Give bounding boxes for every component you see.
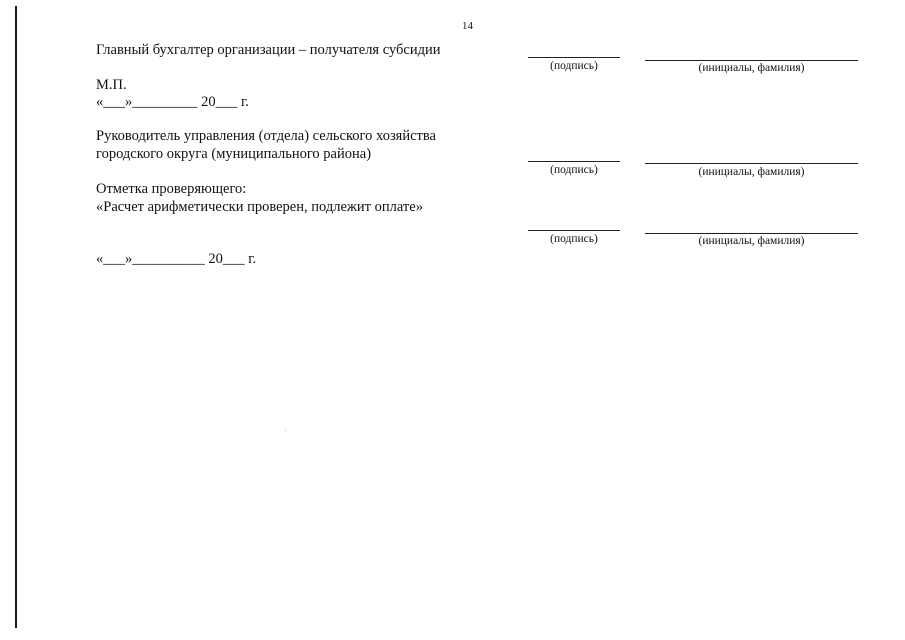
inspector-mark-text: «Расчет арифметически проверен, подлежит оплате»: [96, 199, 423, 215]
agri-head-title-line1: Руководитель управления (отдела) сельского хозяйства: [96, 128, 436, 144]
inspector-mark-label: Отметка проверяющего:: [96, 181, 247, 197]
signature-line-1: [528, 57, 620, 58]
page-number: 14: [462, 20, 473, 32]
stamp-label: М.П.: [96, 77, 127, 93]
agri-head-title-line2: городского округа (муниципального района): [96, 146, 372, 162]
signature-line-2: [528, 161, 620, 162]
left-margin-line: [15, 6, 17, 628]
initials-line-2: [645, 163, 858, 164]
signature-line-3: [528, 230, 620, 231]
initials-caption-2: (инициалы, фамилия): [698, 166, 805, 178]
initials-caption-1: (инициалы, фамилия): [698, 62, 805, 74]
initials-line-1: [645, 60, 858, 61]
date-line-2: «___»__________ 20___ г.: [96, 251, 257, 267]
signature-caption-3: (подпись): [550, 233, 598, 245]
signature-caption-2: (подпись): [550, 164, 598, 176]
initials-line-3: [645, 233, 858, 234]
initials-caption-3: (инициалы, фамилия): [698, 235, 805, 247]
date-line-1: «___»_________ 20___ г.: [96, 94, 249, 110]
chief-accountant-title: Главный бухгалтер организации – получателя субсидии: [96, 42, 441, 58]
scan-speck: [285, 430, 286, 431]
signature-caption-1: (подпись): [550, 60, 598, 72]
